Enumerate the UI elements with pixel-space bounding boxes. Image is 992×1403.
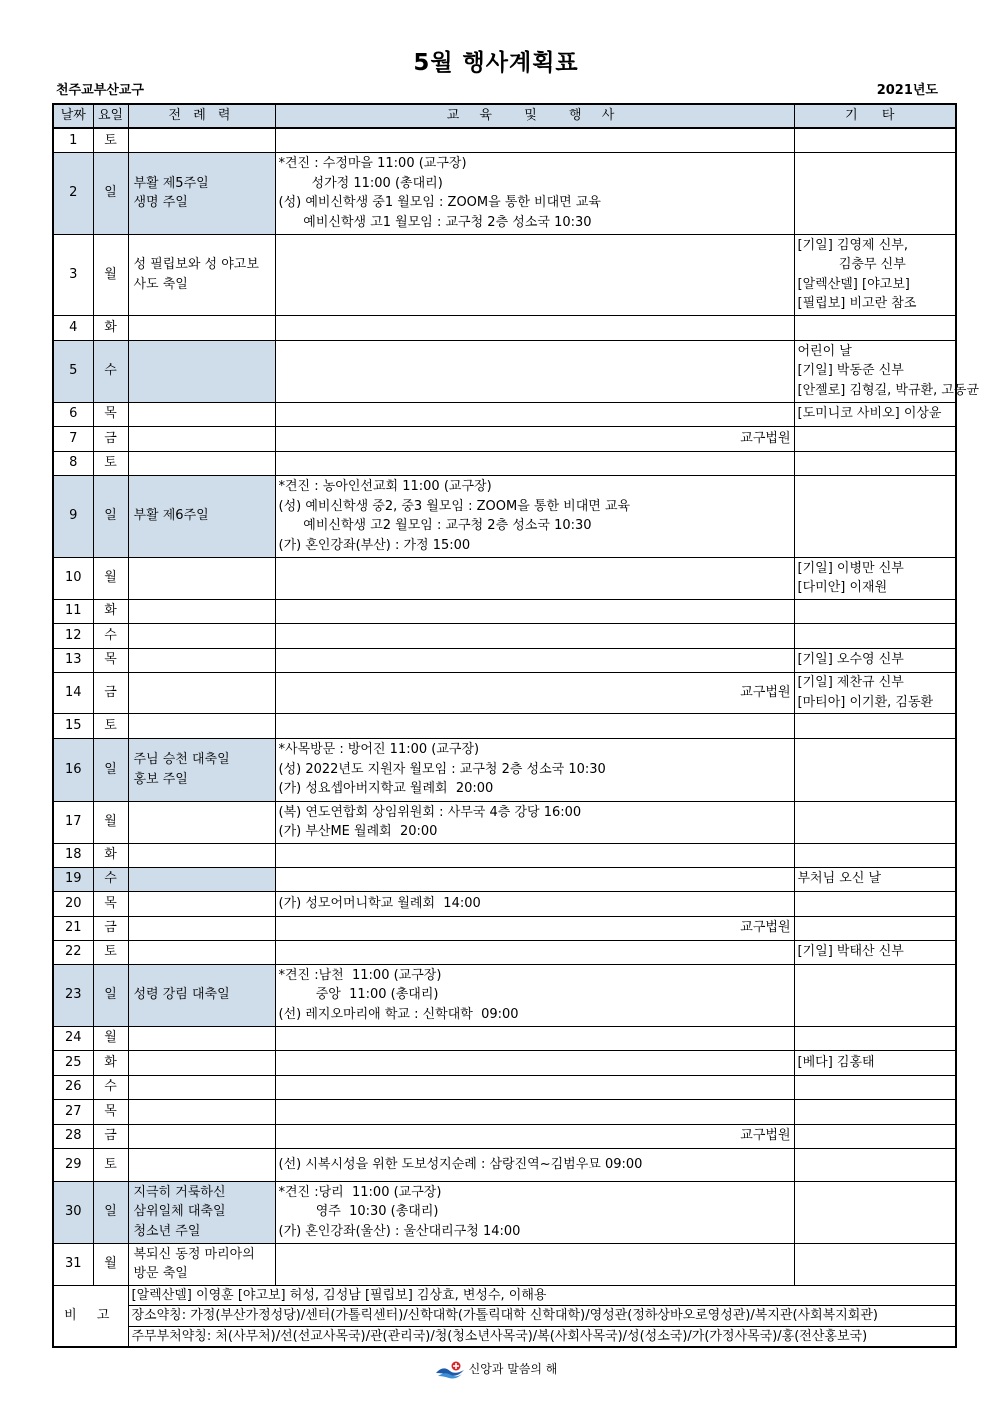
schedule-row xyxy=(53,451,956,475)
row-etc xyxy=(794,713,956,738)
row-weekday: 수 xyxy=(93,340,128,402)
row-events xyxy=(275,402,794,426)
schedule-row xyxy=(53,234,956,315)
row-liturgy xyxy=(128,940,275,964)
row-events xyxy=(275,599,794,623)
row-date: 13 xyxy=(53,648,93,672)
row-events xyxy=(275,1050,794,1075)
remarks-row-3 xyxy=(53,1326,956,1347)
row-liturgy xyxy=(128,128,275,152)
row-etc xyxy=(794,801,956,843)
row-date: 22 xyxy=(53,940,93,964)
header-row xyxy=(53,104,956,128)
row-etc xyxy=(794,891,956,916)
row-weekday: 월 xyxy=(93,1243,128,1285)
schedule-row xyxy=(53,1148,956,1181)
row-date: 25 xyxy=(53,1050,93,1075)
organization-name: 천주교부산교구 xyxy=(56,83,144,98)
row-events: (가) 성모어머니학교 월례회 14:00 xyxy=(275,891,794,916)
schedule-row xyxy=(53,475,956,557)
row-date: 20 xyxy=(53,891,93,916)
schedule-table xyxy=(52,103,980,1348)
schedule-row xyxy=(53,916,956,940)
row-events: *견진 :남천 11:00 (교구장) 중앙 11:00 (총대리) (선) 레지오마리애 학교 : 신학대학 09:00 xyxy=(275,964,794,1026)
row-weekday: 목 xyxy=(93,402,128,426)
schedule-row xyxy=(53,672,956,713)
row-etc xyxy=(794,1099,956,1124)
row-etc xyxy=(794,1026,956,1050)
row-etc: [도미니코 사비오] 이상윤 xyxy=(794,402,956,426)
header-etc: 기 타 xyxy=(794,104,956,128)
row-liturgy xyxy=(128,315,275,340)
row-etc xyxy=(794,1181,956,1243)
schedule-row xyxy=(53,557,956,599)
row-events xyxy=(275,128,794,152)
schedule-row xyxy=(53,738,956,801)
row-etc xyxy=(794,152,956,234)
row-weekday: 토 xyxy=(93,451,128,475)
row-liturgy xyxy=(128,1124,275,1148)
row-event-court: 교구법원 xyxy=(275,1124,794,1148)
row-liturgy: 지극히 거룩하신 삼위일체 대축일 청소년 주일 xyxy=(128,1181,275,1243)
row-events xyxy=(275,557,794,599)
row-date: 15 xyxy=(53,713,93,738)
row-date: 12 xyxy=(53,623,93,648)
row-date: 11 xyxy=(53,599,93,623)
row-events xyxy=(275,623,794,648)
row-date: 18 xyxy=(53,843,93,867)
row-etc xyxy=(794,1075,956,1099)
row-date: 17 xyxy=(53,801,93,843)
schedule-row xyxy=(53,1243,956,1285)
row-date: 4 xyxy=(53,315,93,340)
row-weekday: 수 xyxy=(93,623,128,648)
row-liturgy xyxy=(128,623,275,648)
schedule-row xyxy=(53,402,956,426)
row-weekday: 화 xyxy=(93,599,128,623)
page-title: 5월 행사계획표 xyxy=(413,50,579,76)
schedule-row xyxy=(53,1124,956,1148)
row-weekday: 월 xyxy=(93,557,128,599)
row-events xyxy=(275,1026,794,1050)
row-weekday: 월 xyxy=(93,234,128,315)
row-etc xyxy=(794,738,956,801)
row-weekday: 일 xyxy=(93,964,128,1026)
row-etc xyxy=(794,1124,956,1148)
row-events: *견진 : 농아인선교회 11:00 (교구장) (성) 예비신학생 중2, 중3 월모임 : ZOOM을 통한 비대면 교육 예비신학생 고2 월모임 : 교구청 2층 성소국 10:30 (가) 혼인강좌(부산) : 가정 15:00 xyxy=(275,475,794,557)
row-weekday: 목 xyxy=(93,648,128,672)
remark-line: 장소약칭: 가정(부산가정성당)/센터(가톨릭센터)/신학대학(가톨릭대학 신학대학)/영성관(정하상바오로영성관)/복지관(사회복지회관) xyxy=(128,1306,956,1327)
year-label: 2021년도 xyxy=(876,83,938,98)
row-liturgy xyxy=(128,713,275,738)
row-liturgy xyxy=(128,1026,275,1050)
row-liturgy: 주님 승천 대축일 홍보 주일 xyxy=(128,738,275,801)
row-weekday: 목 xyxy=(93,1099,128,1124)
row-date: 5 xyxy=(53,340,93,402)
row-etc xyxy=(794,599,956,623)
remarks-label: 비 고 xyxy=(53,1285,128,1347)
row-etc: [베다] 김홍태 xyxy=(794,1050,956,1075)
row-events: *사목방문 : 방어진 11:00 (교구장) (성) 2022년도 지원자 월모임 : 교구청 2층 성소국 10:30 (가) 성요셉아버지학교 월례회 20:00 xyxy=(275,738,794,801)
schedule-row xyxy=(53,340,956,402)
row-etc: 어린이 날 [기일] 박동준 신부 [안젤로] 김형길, 박규환, 고동균 xyxy=(794,340,956,402)
row-events xyxy=(275,940,794,964)
row-events xyxy=(275,648,794,672)
row-etc: [기일] 김영제 신부, 김충무 신부 [알렉산델] [야고보] [필립보] 비고란 참조 xyxy=(794,234,956,315)
row-date: 31 xyxy=(53,1243,93,1285)
schedule-row xyxy=(53,648,956,672)
row-liturgy: 성령 강림 대축일 xyxy=(128,964,275,1026)
row-date: 24 xyxy=(53,1026,93,1050)
header-events: 교 육 및 행 사 xyxy=(275,104,794,128)
schedule-row xyxy=(53,599,956,623)
row-weekday: 일 xyxy=(93,1181,128,1243)
row-weekday: 토 xyxy=(93,128,128,152)
row-date: 10 xyxy=(53,557,93,599)
row-etc xyxy=(794,475,956,557)
row-liturgy xyxy=(128,672,275,713)
diocese-logo-icon xyxy=(435,1361,465,1379)
row-events xyxy=(275,315,794,340)
row-weekday: 일 xyxy=(93,475,128,557)
row-weekday: 목 xyxy=(93,891,128,916)
schedule-row xyxy=(53,867,956,891)
row-date: 29 xyxy=(53,1148,93,1181)
schedule-row xyxy=(53,426,956,451)
footer xyxy=(0,1360,992,1379)
row-events xyxy=(275,340,794,402)
row-weekday: 금 xyxy=(93,916,128,940)
header-weekday: 요일 xyxy=(93,104,128,128)
row-date: 14 xyxy=(53,672,93,713)
row-weekday: 화 xyxy=(93,843,128,867)
row-event-court: 교구법원 xyxy=(275,672,794,713)
row-date: 3 xyxy=(53,234,93,315)
row-liturgy: 복되신 동정 마리아의 방문 축일 xyxy=(128,1243,275,1285)
row-liturgy xyxy=(128,801,275,843)
row-date: 30 xyxy=(53,1181,93,1243)
row-events xyxy=(275,867,794,891)
row-date: 2 xyxy=(53,152,93,234)
row-weekday: 금 xyxy=(93,1124,128,1148)
row-weekday: 일 xyxy=(93,152,128,234)
row-event-court: 교구법원 xyxy=(275,916,794,940)
schedule-row xyxy=(53,713,956,738)
row-events xyxy=(275,843,794,867)
row-date: 7 xyxy=(53,426,93,451)
row-liturgy xyxy=(128,916,275,940)
row-weekday: 수 xyxy=(93,1075,128,1099)
row-liturgy xyxy=(128,599,275,623)
row-weekday: 화 xyxy=(93,315,128,340)
row-etc: [기일] 박태산 신부 xyxy=(794,940,956,964)
row-etc: [기일] 제찬규 신부 [마티아] 이기환, 김동환 xyxy=(794,672,956,713)
row-events xyxy=(275,713,794,738)
row-events: (선) 시복시성을 위한 도보성지순례 : 삼랑진역~김범우묘 09:00 xyxy=(275,1148,794,1181)
remark-line: 주무부처약칭: 처(사무처)/선(선교사목국)/관(관리국)/청(청소년사목국)/복(사회사목국)/성(성소국)/가(가정사목국)/홍(전산홍보국) xyxy=(128,1326,956,1347)
row-etc xyxy=(794,1243,956,1285)
schedule-row xyxy=(53,964,956,1026)
row-date: 1 xyxy=(53,128,93,152)
schedule-row xyxy=(53,940,956,964)
row-date: 23 xyxy=(53,964,93,1026)
row-date: 16 xyxy=(53,738,93,801)
row-liturgy: 부활 제5주일 생명 주일 xyxy=(128,152,275,234)
row-liturgy xyxy=(128,1148,275,1181)
row-date: 9 xyxy=(53,475,93,557)
row-liturgy xyxy=(128,1099,275,1124)
remarks-row-2 xyxy=(53,1306,956,1327)
row-liturgy xyxy=(128,648,275,672)
row-etc: [기일] 오수영 신부 xyxy=(794,648,956,672)
row-liturgy: 성 필립보와 성 야고보 사도 축일 xyxy=(128,234,275,315)
schedule-row xyxy=(53,1181,956,1243)
schedule-row xyxy=(53,1026,956,1050)
row-date: 26 xyxy=(53,1075,93,1099)
row-events: (복) 연도연합회 상임위원회 : 사무국 4층 강당 16:00 (가) 부산ME 월례회 20:00 xyxy=(275,801,794,843)
row-weekday: 토 xyxy=(93,940,128,964)
row-liturgy xyxy=(128,451,275,475)
row-liturgy xyxy=(128,1075,275,1099)
schedule-row xyxy=(53,843,956,867)
row-etc xyxy=(794,843,956,867)
row-liturgy xyxy=(128,557,275,599)
row-etc xyxy=(794,623,956,648)
row-etc: 부처님 오신 날 xyxy=(794,867,956,891)
remarks-row-1 xyxy=(53,1285,956,1306)
row-events: *견진 : 수정마을 11:00 (교구장) 성가정 11:00 (총대리) (성) 예비신학생 중1 월모임 : ZOOM을 통한 비대면 교육 예비신학생 고1 월모임 : 교구청 2층 성소국 10:30 xyxy=(275,152,794,234)
row-events xyxy=(275,1099,794,1124)
schedule-row xyxy=(53,623,956,648)
row-etc xyxy=(794,128,956,152)
row-liturgy xyxy=(128,843,275,867)
row-events: *견진 :당리 11:00 (교구장) 영주 10:30 (총대리) (가) 혼인강좌(울산) : 울산대리구청 14:00 xyxy=(275,1181,794,1243)
row-event-court: 교구법원 xyxy=(275,426,794,451)
row-weekday: 토 xyxy=(93,1148,128,1181)
row-weekday: 수 xyxy=(93,867,128,891)
row-date: 21 xyxy=(53,916,93,940)
schedule-row xyxy=(53,801,956,843)
row-liturgy xyxy=(128,340,275,402)
row-events xyxy=(275,234,794,315)
row-etc xyxy=(794,964,956,1026)
header-date: 날짜 xyxy=(53,104,93,128)
row-etc: [기일] 이병만 신부 [다미안] 이재원 xyxy=(794,557,956,599)
schedule-row xyxy=(53,1099,956,1124)
row-etc xyxy=(794,1148,956,1181)
row-liturgy xyxy=(128,1050,275,1075)
row-etc xyxy=(794,315,956,340)
row-weekday: 월 xyxy=(93,801,128,843)
schedule-row xyxy=(53,1075,956,1099)
row-liturgy xyxy=(128,867,275,891)
schedule-row xyxy=(53,152,956,234)
schedule-row xyxy=(53,315,956,340)
row-etc xyxy=(794,426,956,451)
row-date: 8 xyxy=(53,451,93,475)
row-etc xyxy=(794,916,956,940)
row-etc xyxy=(794,451,956,475)
row-liturgy: 부활 제6주일 xyxy=(128,475,275,557)
schedule-row xyxy=(53,891,956,916)
row-date: 19 xyxy=(53,867,93,891)
row-weekday: 일 xyxy=(93,738,128,801)
row-liturgy xyxy=(128,426,275,451)
header-liturgy: 전 례 력 xyxy=(128,104,275,128)
row-events xyxy=(275,1243,794,1285)
row-date: 27 xyxy=(53,1099,93,1124)
row-weekday: 화 xyxy=(93,1050,128,1075)
row-liturgy xyxy=(128,891,275,916)
row-date: 28 xyxy=(53,1124,93,1148)
row-date: 6 xyxy=(53,402,93,426)
remark-line: [알렉산델] 이영훈 [야고보] 허성, 김성남 [필립보] 김상효, 변성수, 이해용 xyxy=(128,1285,956,1306)
row-weekday: 금 xyxy=(93,672,128,713)
row-weekday: 토 xyxy=(93,713,128,738)
footer-slogan: 신앙과 말씀의 해 xyxy=(468,1362,558,1376)
row-events xyxy=(275,1075,794,1099)
schedule-row xyxy=(53,128,956,152)
row-weekday: 월 xyxy=(93,1026,128,1050)
row-weekday: 금 xyxy=(93,426,128,451)
row-events xyxy=(275,451,794,475)
schedule-row xyxy=(53,1050,956,1075)
row-liturgy xyxy=(128,402,275,426)
